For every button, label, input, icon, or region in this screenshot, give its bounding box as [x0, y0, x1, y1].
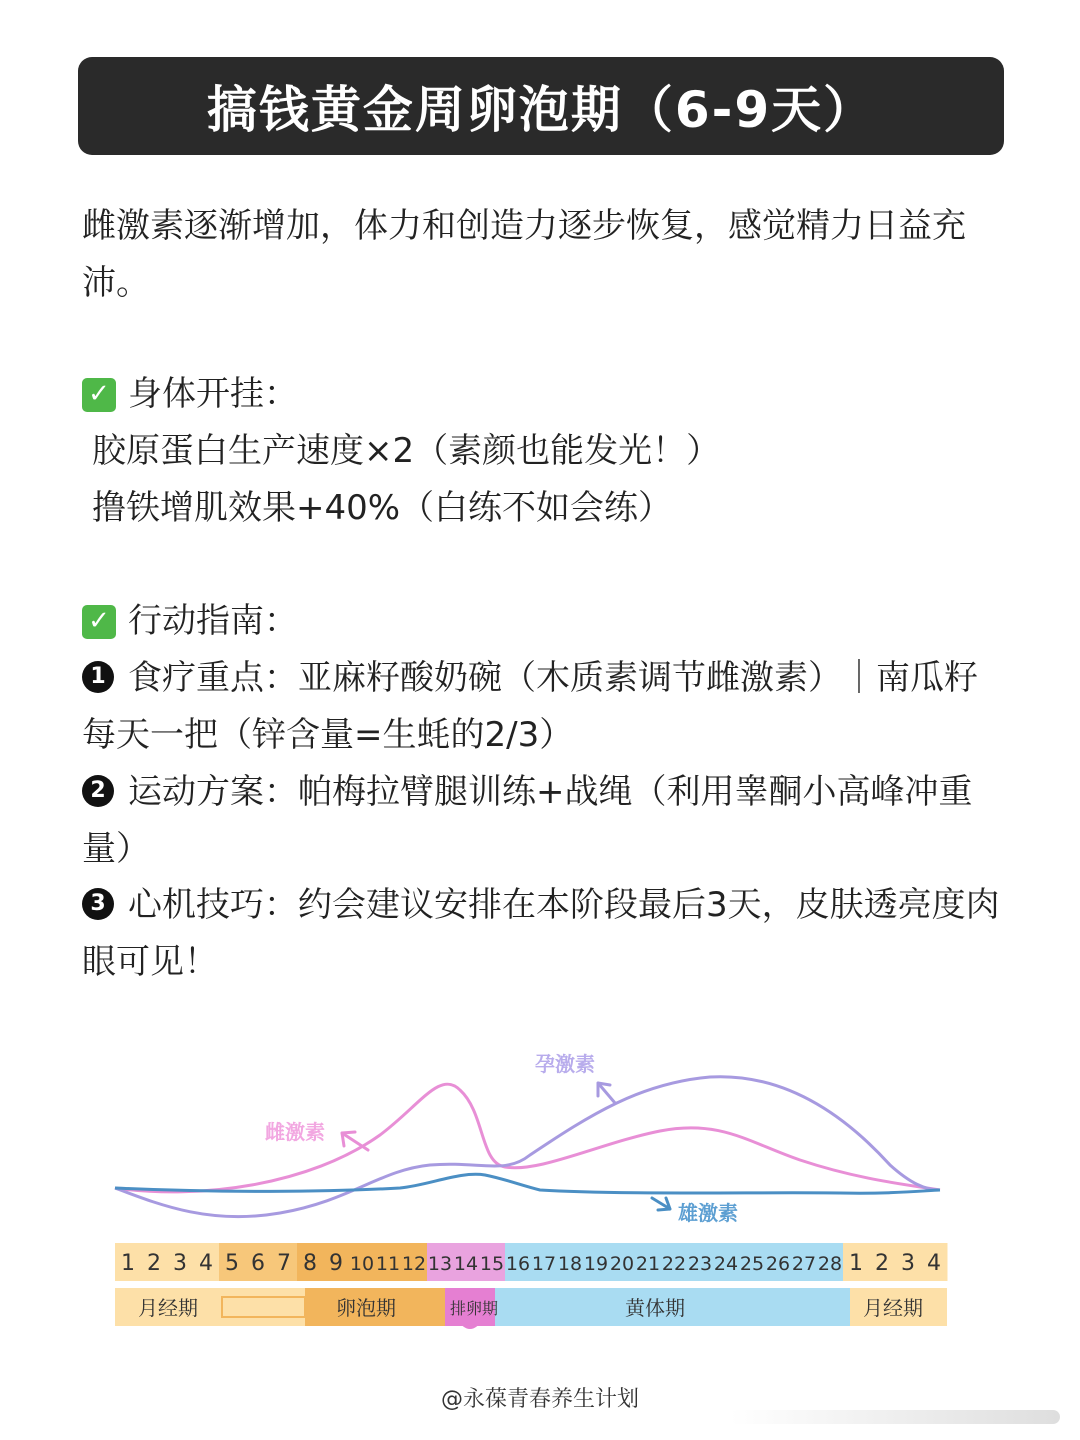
day-label: 2: [875, 1251, 889, 1276]
day-label: 10: [349, 1253, 375, 1275]
day-label: 13: [427, 1253, 453, 1275]
testosterone-arrow-icon: [652, 1198, 670, 1210]
page-title: 搞钱黄金周卵泡期（6-9天）: [206, 81, 876, 139]
hormone-cycle-chart: [100, 1035, 960, 1345]
number-2-icon: 2: [82, 775, 114, 807]
progesterone-label: 孕激素: [535, 1052, 595, 1076]
action-item-3-text: 心机技巧：约会建议安排在本阶段最后3天，皮肤透亮度肉眼可见！: [82, 885, 1000, 982]
day-label: 4: [199, 1251, 213, 1276]
day-label: 22: [661, 1253, 687, 1275]
day-label: 4: [927, 1251, 941, 1276]
day-label: 6: [251, 1251, 265, 1276]
day-label: 3: [901, 1251, 915, 1276]
day-label: 27: [791, 1253, 817, 1275]
action-item-1: [82, 650, 1002, 764]
day-label: 26: [765, 1253, 791, 1275]
phase-menstrual-label: 月经期: [138, 1296, 198, 1320]
action-item-2: [82, 764, 1002, 878]
action-item-3: [82, 877, 1002, 991]
day-label: 9: [329, 1251, 343, 1276]
estrogen-curve: [115, 1084, 940, 1192]
body-line-1: 胶原蛋白生产速度×2（素颜也能发光！）: [92, 431, 721, 471]
action-item-1-text: 食疗重点：亚麻籽酸奶碗（木质素调节雌激素）｜南瓜籽每天一把（锌含量=生蚝的2/3）: [82, 658, 978, 755]
progesterone-arrow-icon: [598, 1083, 615, 1103]
day-label: 12: [401, 1253, 427, 1275]
day-strip: [115, 1243, 948, 1281]
section-action-title: 行动指南：: [128, 601, 298, 641]
estrogen-label: 雌激素: [265, 1120, 325, 1144]
day-label: 1: [121, 1251, 135, 1276]
day-label: 23: [687, 1253, 713, 1275]
testosterone-curve: [115, 1174, 940, 1193]
day-label: 17: [531, 1253, 557, 1275]
intro-paragraph: 雌激素逐渐增加，体力和创造力逐步恢复，感觉精力日益充沛。: [82, 206, 966, 303]
day-label: 20: [609, 1253, 635, 1275]
day-label: 25: [739, 1253, 765, 1275]
phase-overlap-bg: [222, 1297, 305, 1317]
day-label: 15: [479, 1253, 505, 1275]
section-body-title: 身体开挂：: [128, 374, 298, 414]
day-label: 16: [505, 1253, 531, 1275]
day-label: 2: [147, 1251, 161, 1276]
phase-ovulation-label: 排卵期: [450, 1299, 499, 1318]
body-line-2: 撸铁增肌效果+40%（白练不如会练）: [92, 488, 673, 528]
day-label: 8: [303, 1251, 317, 1276]
checkmark-icon: ✓: [82, 605, 116, 639]
progesterone-curve: [115, 1077, 940, 1217]
phase-luteal-label: 黄体期: [625, 1296, 685, 1320]
action-item-2-text: 运动方案：帕梅拉臂腿训练+战绳（利用睾酮小高峰冲重量）: [82, 772, 973, 869]
day-label: 11: [375, 1253, 401, 1275]
day-label: 14: [453, 1253, 479, 1275]
number-3-icon: 3: [82, 888, 114, 920]
watermark-footer: @永葆青春养生计划: [440, 1387, 639, 1412]
day-label: 3: [173, 1251, 187, 1276]
estrogen-arrow-icon: [342, 1132, 368, 1150]
title-banner: [78, 57, 1004, 155]
section-action-heading: [82, 593, 298, 650]
number-1-icon: 1: [82, 661, 114, 693]
testosterone-label: 雄激素: [678, 1201, 738, 1225]
section-body-heading: [82, 366, 298, 423]
day-label: 18: [557, 1253, 583, 1275]
day-label: 24: [713, 1253, 739, 1275]
footer-fade-decoration: [730, 1410, 1060, 1424]
day-label: 21: [635, 1253, 661, 1275]
day-label: 1: [849, 1251, 863, 1276]
phase-menstrual2-label: 月经期: [863, 1296, 923, 1320]
checkmark-icon: ✓: [82, 378, 116, 412]
day-label: 5: [225, 1251, 239, 1276]
day-label: 28: [817, 1253, 843, 1275]
phase-follicular-label: 卵泡期: [336, 1296, 396, 1320]
day-label: 19: [583, 1253, 609, 1275]
day-label: 7: [277, 1251, 291, 1276]
